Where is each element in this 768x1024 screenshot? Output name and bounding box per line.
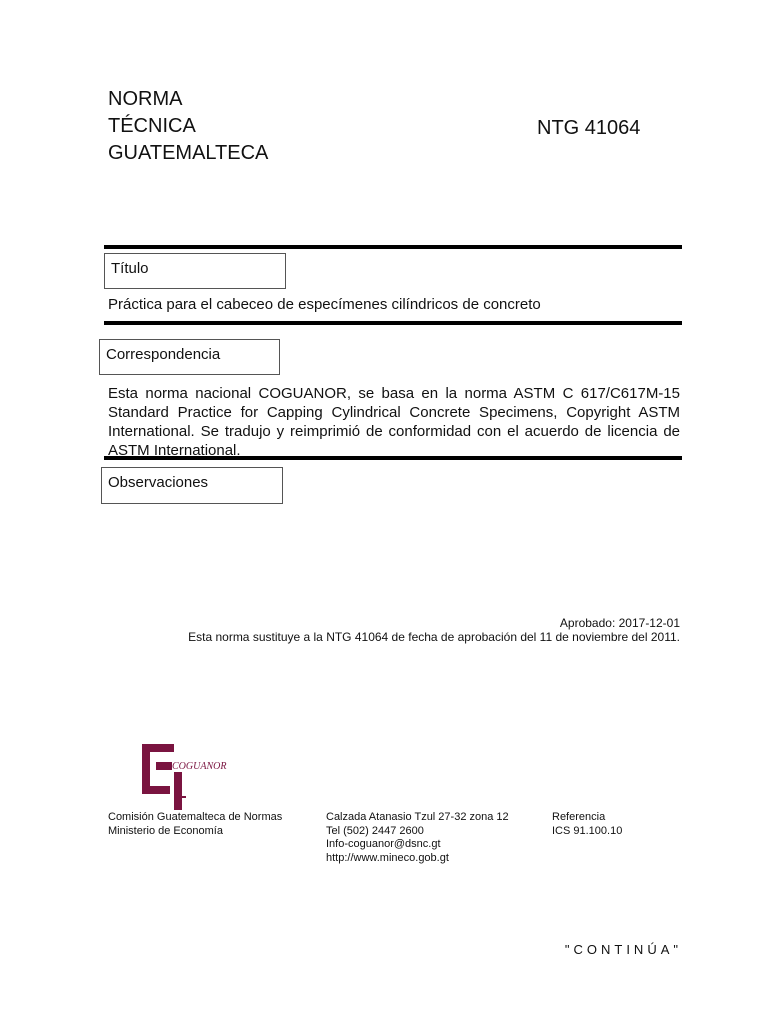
footer-org-line-2: Ministerio de Economía xyxy=(108,824,223,837)
divider-top xyxy=(104,245,682,249)
footer-ics-code: ICS 91.100.10 xyxy=(552,824,623,837)
title-line-3: GUATEMALTECA xyxy=(108,142,269,164)
observaciones-label: Observaciones xyxy=(108,474,209,491)
continua-marker: "CONTINÚA" xyxy=(564,942,682,957)
titulo-label-box xyxy=(104,253,286,289)
footer-website: http://www.mineco.gob.gt xyxy=(326,851,449,864)
footer-reference-label: Referencia xyxy=(552,811,606,823)
replacement-note: Esta norma sustituye a la NTG 41064 de fecha de aprobación del 11 de noviembre del 2011. xyxy=(188,630,680,644)
correspondencia-label: Correspondencia xyxy=(106,346,221,363)
approval-date: Aprobado: 2017-12-01 xyxy=(559,616,680,630)
title-line-2: TÉCNICA xyxy=(108,115,196,137)
logo-text: COGUANOR xyxy=(172,761,227,772)
coguanor-logo xyxy=(134,740,227,812)
footer-phone: Tel (502) 2447 2600 xyxy=(326,824,424,837)
footer-col-organization xyxy=(108,811,282,838)
footer-col-reference xyxy=(552,811,622,838)
footer-col-contact xyxy=(326,811,509,865)
correspondencia-label-box xyxy=(99,339,280,375)
titulo-text: Práctica para el cabeceo de especímenes cilíndricos de concreto xyxy=(108,296,541,313)
standard-code: NTG 41064 xyxy=(537,117,641,139)
divider-middle xyxy=(104,321,682,325)
title-line-1: NORMA xyxy=(108,88,183,110)
titulo-label: Título xyxy=(111,260,149,277)
footer-email: Info-coguanor@dsnc.gt xyxy=(326,838,441,850)
standard-title xyxy=(108,86,268,167)
footer-org-line-1: Comisión Guatemalteca de Normas xyxy=(108,811,283,823)
correspondencia-text: Esta norma nacional COGUANOR, se basa en la norma ASTM C 617/C617M-15 Standard Practice for Capping Cylindrical Concrete Specimens, Copyright ASTM International. Se tradujo y reimprimió de conformidad con el acuerdo de licencia de ASTM International. xyxy=(108,385,680,459)
observaciones-label-box xyxy=(101,467,283,504)
coguanor-logo-graphic xyxy=(134,740,214,812)
footer-address: Calzada Atanasio Tzul 27-32 zona 12 xyxy=(326,811,509,823)
